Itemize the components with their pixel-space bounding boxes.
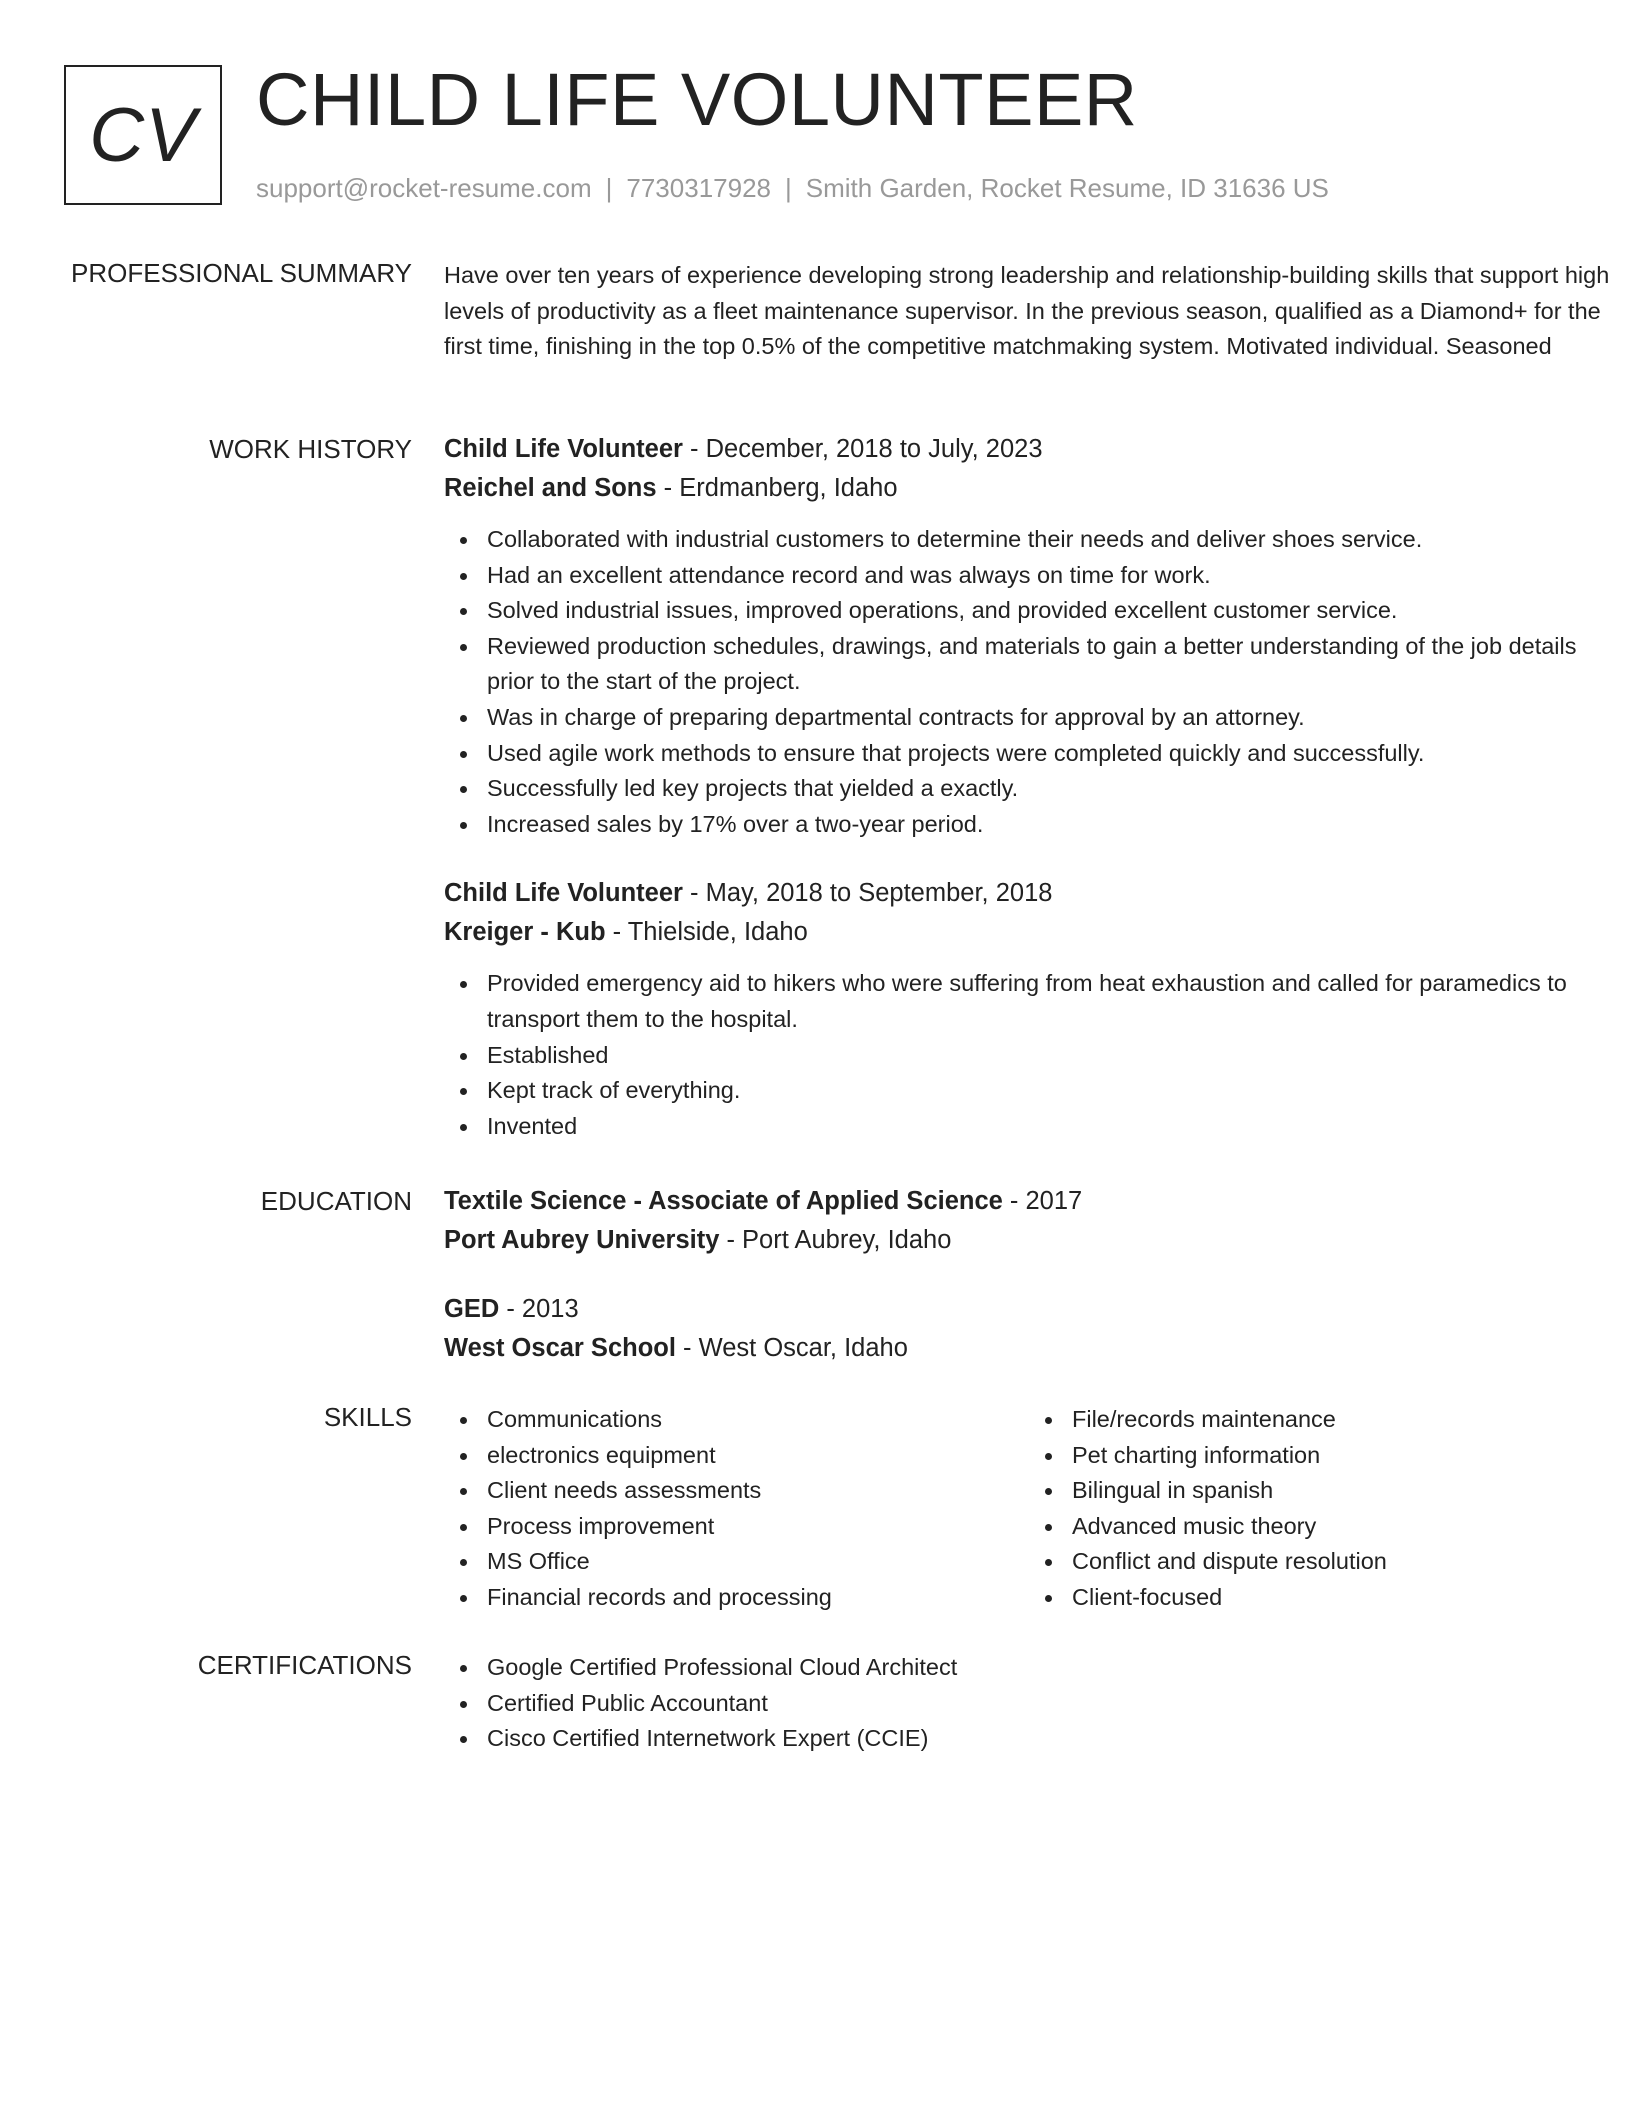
job-entry	[444, 874, 1614, 1144]
list-item: Established	[487, 1038, 1614, 1074]
section-label-education: EDUCATION	[260, 1186, 412, 1216]
list-item: Conflict and dispute resolution	[1072, 1544, 1614, 1580]
section-label-skills: SKILLS	[323, 1402, 412, 1432]
list-item: Provided emergency aid to hikers who were suffering from heat exhaustion and called for paramedics to transport them to the hospital.	[487, 966, 1614, 1037]
school-line	[444, 1329, 1614, 1368]
resume-header	[64, 58, 1564, 210]
school-location: - Port Aubrey, Idaho	[719, 1226, 952, 1254]
education-entry	[444, 1290, 1614, 1368]
list-item: electronics equipment	[487, 1438, 1029, 1474]
list-item: Collaborated with industrial customers to determine their needs and deliver shoes service.	[487, 522, 1614, 558]
school-line	[444, 1221, 1614, 1260]
list-item: Used agile work methods to ensure that projects were completed quickly and successfully.	[487, 736, 1614, 772]
job-company-line	[444, 913, 1614, 952]
job-title-line	[444, 430, 1614, 469]
list-item: Google Certified Professional Cloud Architect	[487, 1650, 1614, 1686]
section-label-work-history: WORK HISTORY	[209, 434, 412, 464]
job-location: - Thielside, Idaho	[605, 918, 808, 947]
job-company: Kreiger - Kub	[444, 918, 606, 947]
job-entry	[444, 430, 1614, 842]
list-item: Solved industrial issues, improved operations, and provided excellent customer service.	[487, 593, 1614, 629]
list-item: Bilingual in spanish	[1072, 1473, 1614, 1509]
job-dates: - December, 2018 to July, 2023	[682, 435, 1043, 463]
list-item: Was in charge of preparing departmental contracts for approval by an attorney.	[487, 700, 1614, 736]
list-item: Reviewed production schedules, drawings, and materials to gain a better understanding of the job details prior to the start of the project.	[487, 629, 1614, 700]
list-item: Invented	[487, 1109, 1614, 1145]
contact-separator: |	[785, 173, 792, 203]
skills-columns	[444, 1402, 1614, 1616]
list-item: Pet charting information	[1072, 1438, 1614, 1474]
page-title: CHILD LIFE VOLUNTEER	[256, 58, 1138, 141]
list-item: File/records maintenance	[1072, 1402, 1614, 1438]
job-company-line	[444, 469, 1614, 508]
section-label-certifications: CERTIFICATIONS	[197, 1650, 412, 1680]
degree-year: - 2013	[499, 1295, 579, 1323]
job-bullets	[444, 966, 1614, 1144]
skills-list-left	[444, 1402, 1029, 1616]
job-title: Child Life Volunteer	[444, 435, 683, 463]
job-dates: - May, 2018 to September, 2018	[682, 879, 1053, 908]
contact-phone: 7730317928	[626, 173, 771, 203]
list-item: Certified Public Accountant	[487, 1686, 1614, 1722]
contact-address: Smith Garden, Rocket Resume, ID 31636 US	[805, 173, 1329, 203]
job-title-line	[444, 874, 1614, 913]
contact-email: support@rocket-resume.com	[256, 173, 592, 203]
section-label-summary: PROFESSIONAL SUMMARY	[71, 258, 412, 288]
job-title: Child Life Volunteer	[444, 879, 683, 908]
summary-text: Have over ten years of experience developing strong leadership and relationship-building skills that support high levels of productivity as a fleet maintenance supervisor. In the previous season, qualified as a Diamond+ for the first time, finishing in the top 0.5% of the competitive matchmaking system. Motivated individual. Seasoned	[444, 262, 1610, 359]
list-item: Successfully led key projects that yielded a exactly.	[487, 771, 1614, 807]
degree-line	[444, 1182, 1614, 1221]
education-entry	[444, 1182, 1614, 1260]
monogram-logo: CV	[64, 65, 222, 205]
degree-year: - 2017	[1002, 1187, 1083, 1215]
list-item: Client needs assessments	[487, 1473, 1029, 1509]
list-item: Financial records and processing	[487, 1580, 1029, 1616]
degree: Textile Science - Associate of Applied Science	[444, 1187, 1003, 1215]
list-item: Client-focused	[1072, 1580, 1614, 1616]
job-bullets	[444, 522, 1614, 842]
list-item: Advanced music theory	[1072, 1509, 1614, 1545]
school: Port Aubrey University	[444, 1226, 720, 1254]
list-item: Increased sales by 17% over a two-year period.	[487, 807, 1614, 843]
job-location: - Erdmanberg, Idaho	[656, 474, 898, 502]
contact-separator: |	[605, 173, 613, 203]
degree: GED	[444, 1295, 500, 1323]
contact-line	[256, 173, 1329, 204]
list-item: Process improvement	[487, 1509, 1029, 1545]
skills-list-right	[1029, 1402, 1614, 1616]
list-item: MS Office	[487, 1544, 1029, 1580]
list-item: Had an excellent attendance record and was always on time for work.	[487, 558, 1614, 594]
school: West Oscar School	[444, 1334, 676, 1362]
job-company: Reichel and Sons	[444, 474, 657, 502]
list-item: Cisco Certified Internetwork Expert (CCIE)	[487, 1721, 1614, 1757]
list-item: Communications	[487, 1402, 1029, 1438]
certifications-list	[444, 1650, 1614, 1757]
degree-line	[444, 1290, 1614, 1329]
school-location: - West Oscar, Idaho	[675, 1334, 908, 1362]
list-item: Kept track of everything.	[487, 1073, 1614, 1109]
